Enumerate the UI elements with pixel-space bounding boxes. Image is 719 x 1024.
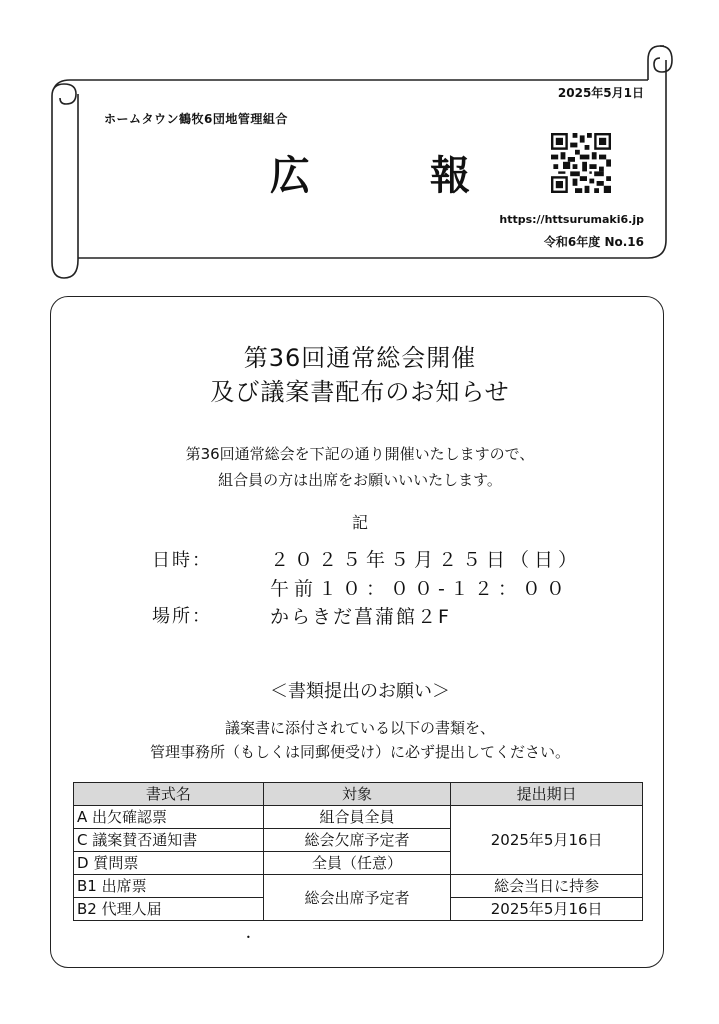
publish-date: 2025年5月1日 <box>557 86 644 100</box>
qr-code-icon <box>551 133 611 193</box>
datetime-value-line1: ２０２５年５月２５日（日） <box>270 549 583 571</box>
form-name-cell: A 出欠確認票 <box>74 806 264 829</box>
target-cell: 総会欠席予定者 <box>263 829 451 852</box>
form-name-cell: C 議案賛否通知書 <box>74 829 264 852</box>
deadline-cell: 2025年5月16日 <box>451 806 643 875</box>
issue-number: 令和6年度 No.16 <box>543 235 644 249</box>
table-row <box>74 875 643 898</box>
scan-speck: • <box>246 933 251 942</box>
intro-line2: 組合員の方は出席をお願いいいたします。 <box>218 471 502 489</box>
target-cell: 総会出席予定者 <box>263 875 451 921</box>
notice-title-line1: 第36回通常総会開催 <box>243 344 477 372</box>
header-form-name: 書式名 <box>74 783 264 806</box>
deadline-cell: 2025年5月16日 <box>451 898 643 921</box>
table-header-row <box>74 783 643 806</box>
ki-mark: 記 <box>351 513 368 532</box>
organization-name: ホームタウン鶴牧6団地管理組合 <box>104 112 288 126</box>
intro-line1: 第36回通常総会を下記の通り開催いたしますので、 <box>185 445 535 463</box>
datetime-label: 日時： <box>152 550 212 571</box>
page-title: 広 報 <box>270 153 510 199</box>
form-name-cell: D 質問票 <box>74 852 264 875</box>
target-cell: 組合員全員 <box>263 806 451 829</box>
request-line1: 議案書に添付されている以下の書類を、 <box>224 719 495 737</box>
datetime-value-line2: 午前１０：００-１２：００ <box>270 578 570 600</box>
header-target: 対象 <box>263 783 451 806</box>
table-row <box>74 806 643 829</box>
form-name-cell: B2 代理人届 <box>74 898 264 921</box>
place-value: からきだ菖蒲館２F <box>270 606 451 628</box>
deadline-cell: 総会当日に持参 <box>451 875 643 898</box>
target-cell: 全員（任意） <box>263 852 451 875</box>
website-url[interactable]: https://httsurumaki6.jp <box>499 213 644 226</box>
place-label: 場所： <box>152 606 212 627</box>
form-name-cell: B1 出席票 <box>74 875 264 898</box>
header-deadline: 提出期日 <box>451 783 643 806</box>
request-line2: 管理事務所（もしくは同郵便受け）に必ず提出してください。 <box>149 743 570 761</box>
documents-table <box>73 782 643 921</box>
request-heading: ＜書類提出のお願い＞ <box>270 681 450 702</box>
notice-title-line2: 及び議案書配布のお知らせ <box>210 378 510 406</box>
